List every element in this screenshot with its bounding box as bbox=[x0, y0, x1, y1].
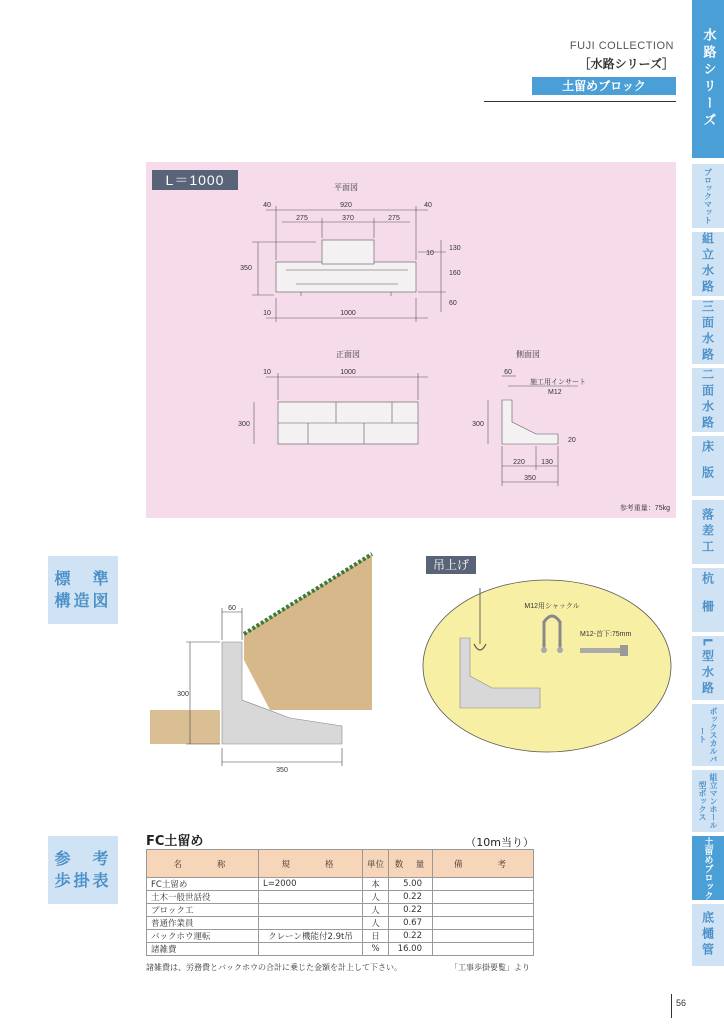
standard-label-line2: 構造図 bbox=[54, 591, 112, 610]
row-qty: 0.22 bbox=[389, 904, 433, 917]
row-unit: 人 bbox=[363, 917, 389, 930]
side-dim-300: 300 bbox=[472, 421, 484, 428]
side-title: 側面図 bbox=[516, 350, 540, 359]
plan-block-top bbox=[322, 240, 374, 264]
plan-dim-40-right: 40 bbox=[424, 202, 432, 209]
shackle-label: M12用シャックル bbox=[524, 603, 580, 610]
plan-dim-130: 130 bbox=[449, 245, 461, 252]
side-insert-bolt: M12 bbox=[548, 389, 562, 396]
tab-bottom-sluice[interactable]: 底樋管 bbox=[692, 904, 724, 966]
bolt-label: M12-首下:75mm bbox=[580, 631, 632, 638]
table-row bbox=[147, 917, 534, 930]
plan-title: 平面図 bbox=[334, 183, 358, 192]
standard-structure-label bbox=[48, 556, 118, 624]
row-name: 普通作業員 bbox=[147, 917, 259, 930]
header-unit: 単位 bbox=[363, 850, 389, 878]
plan-dim-10-bottom: 10 bbox=[263, 310, 271, 317]
row-qty: 5.00 bbox=[389, 878, 433, 891]
table-row bbox=[147, 891, 534, 904]
plan-dim-275-b: 275 bbox=[388, 215, 400, 222]
lifting-badge: 吊上げ bbox=[426, 556, 476, 574]
bolt-icon bbox=[580, 648, 622, 653]
weight-note: 参考重量：75kg bbox=[619, 505, 670, 512]
side-dim-20: 20 bbox=[568, 437, 576, 444]
estimate-label-line2: 歩掛表 bbox=[54, 871, 112, 890]
plan-dim-920: 920 bbox=[340, 202, 352, 209]
standard-label-line1: 標 準 bbox=[54, 569, 112, 588]
header-note: 備 考 bbox=[433, 850, 534, 878]
plan-dim-160: 160 bbox=[449, 270, 461, 277]
row-name: ブロック工 bbox=[147, 904, 259, 917]
tab-box-culvert[interactable]: ボックスカルバート bbox=[692, 704, 724, 766]
plan-dim-275-a: 275 bbox=[296, 215, 308, 222]
tab-waterway-series[interactable]: 水路シリーズ bbox=[692, 0, 724, 158]
row-name: FC土留め bbox=[147, 878, 259, 891]
row-note bbox=[433, 917, 534, 930]
plan-dim-370: 370 bbox=[342, 215, 354, 222]
side-dim-130: 130 bbox=[541, 459, 553, 466]
standard-dim-60: 60 bbox=[228, 605, 236, 612]
tab-drop-structure[interactable]: 落差工 bbox=[692, 500, 724, 564]
product-badge: 土留めブロック bbox=[532, 77, 676, 95]
row-unit: % bbox=[363, 943, 389, 956]
row-qty: 16.00 bbox=[389, 943, 433, 956]
length-badge: L＝1000 bbox=[152, 170, 238, 190]
lifting-illustration bbox=[422, 578, 672, 754]
footnote-left: 諸雑費は、労務費とバックホウの合計に乗じた金額を計上して下さい。 bbox=[146, 963, 402, 972]
table-row bbox=[147, 930, 534, 943]
row-note bbox=[433, 904, 534, 917]
row-spec: クレーン機能付2.9t吊 bbox=[259, 930, 363, 943]
estimate-table bbox=[146, 849, 534, 956]
header-divider bbox=[484, 101, 676, 102]
row-spec bbox=[259, 891, 363, 904]
header-spec: 規 格 bbox=[259, 850, 363, 878]
plan-dim-40-left: 40 bbox=[263, 202, 271, 209]
front-dim-300: 300 bbox=[238, 421, 250, 428]
row-qty: 0.22 bbox=[389, 930, 433, 943]
estimate-label-line1: 参 考 bbox=[54, 849, 112, 868]
row-name: バックホウ運転 bbox=[147, 930, 259, 943]
header-name: 名 称 bbox=[147, 850, 259, 878]
plan-dim-60: 60 bbox=[449, 300, 457, 307]
footnote-right: 「工事歩掛要覧」より bbox=[450, 963, 530, 972]
side-dim-60: 60 bbox=[504, 369, 512, 376]
tab-three-sided-waterway[interactable]: 三面水路 bbox=[692, 300, 724, 364]
row-note bbox=[433, 943, 534, 956]
series-title: ［水路シリーズ］ bbox=[578, 57, 674, 71]
side-dim-220: 220 bbox=[513, 459, 525, 466]
front-dim-10: 10 bbox=[263, 369, 271, 376]
page-number-divider bbox=[671, 994, 672, 1018]
standard-dim-300: 300 bbox=[177, 691, 189, 698]
row-unit: 本 bbox=[363, 878, 389, 891]
row-unit: 人 bbox=[363, 904, 389, 917]
row-qty: 0.67 bbox=[389, 917, 433, 930]
front-title: 正面図 bbox=[336, 350, 360, 359]
row-spec: L=2000 bbox=[259, 878, 363, 891]
row-spec bbox=[259, 943, 363, 956]
row-spec bbox=[259, 904, 363, 917]
header-qty: 数 量 bbox=[389, 850, 433, 878]
row-unit: 人 bbox=[363, 891, 389, 904]
tab-manhole-box[interactable]: 組立マンホール型ボックス bbox=[692, 770, 724, 832]
dimension-drawings bbox=[146, 162, 676, 518]
row-spec bbox=[259, 917, 363, 930]
row-qty: 0.22 bbox=[389, 891, 433, 904]
row-note bbox=[433, 878, 534, 891]
tab-floor-slab[interactable]: 床版 bbox=[692, 436, 724, 496]
row-note bbox=[433, 891, 534, 904]
table-row bbox=[147, 878, 534, 891]
standard-structure-drawing bbox=[150, 550, 380, 780]
plan-dim-350: 350 bbox=[240, 265, 252, 272]
estimate-label bbox=[48, 836, 118, 904]
table-row bbox=[147, 943, 534, 956]
estimate-title: FC土留め bbox=[146, 834, 204, 849]
row-name: 土木一般世話役 bbox=[147, 891, 259, 904]
collection-label: FUJI COLLECTION bbox=[569, 40, 674, 52]
tab-block-mat[interactable]: ブロックマット bbox=[692, 164, 724, 228]
standard-dim-350: 350 bbox=[276, 767, 288, 774]
row-unit: 日 bbox=[363, 930, 389, 943]
tab-assembled-waterway[interactable]: 組立水路 bbox=[692, 232, 724, 296]
plan-dim-1000: 1000 bbox=[340, 310, 356, 317]
front-dim-1000: 1000 bbox=[340, 369, 356, 376]
row-name: 諸雑費 bbox=[147, 943, 259, 956]
side-block-profile bbox=[502, 400, 558, 444]
page-number: 56 bbox=[676, 998, 687, 1008]
side-dim-350: 350 bbox=[524, 475, 536, 482]
side-insert-label: 施工用インサート bbox=[530, 379, 586, 386]
plan-block-body bbox=[276, 262, 416, 292]
tab-l-type-waterway[interactable]: L型水路 bbox=[692, 636, 724, 700]
plan-dim-10: 10 bbox=[426, 250, 434, 257]
row-note bbox=[433, 930, 534, 943]
tab-two-sided-waterway[interactable]: 二面水路 bbox=[692, 368, 724, 432]
tab-retaining-block[interactable]: 土留めブロック bbox=[692, 836, 724, 900]
tab-pile-fence[interactable]: 杭柵 bbox=[692, 568, 724, 632]
estimate-unit-note: （10m当り） bbox=[465, 836, 534, 849]
table-row bbox=[147, 904, 534, 917]
